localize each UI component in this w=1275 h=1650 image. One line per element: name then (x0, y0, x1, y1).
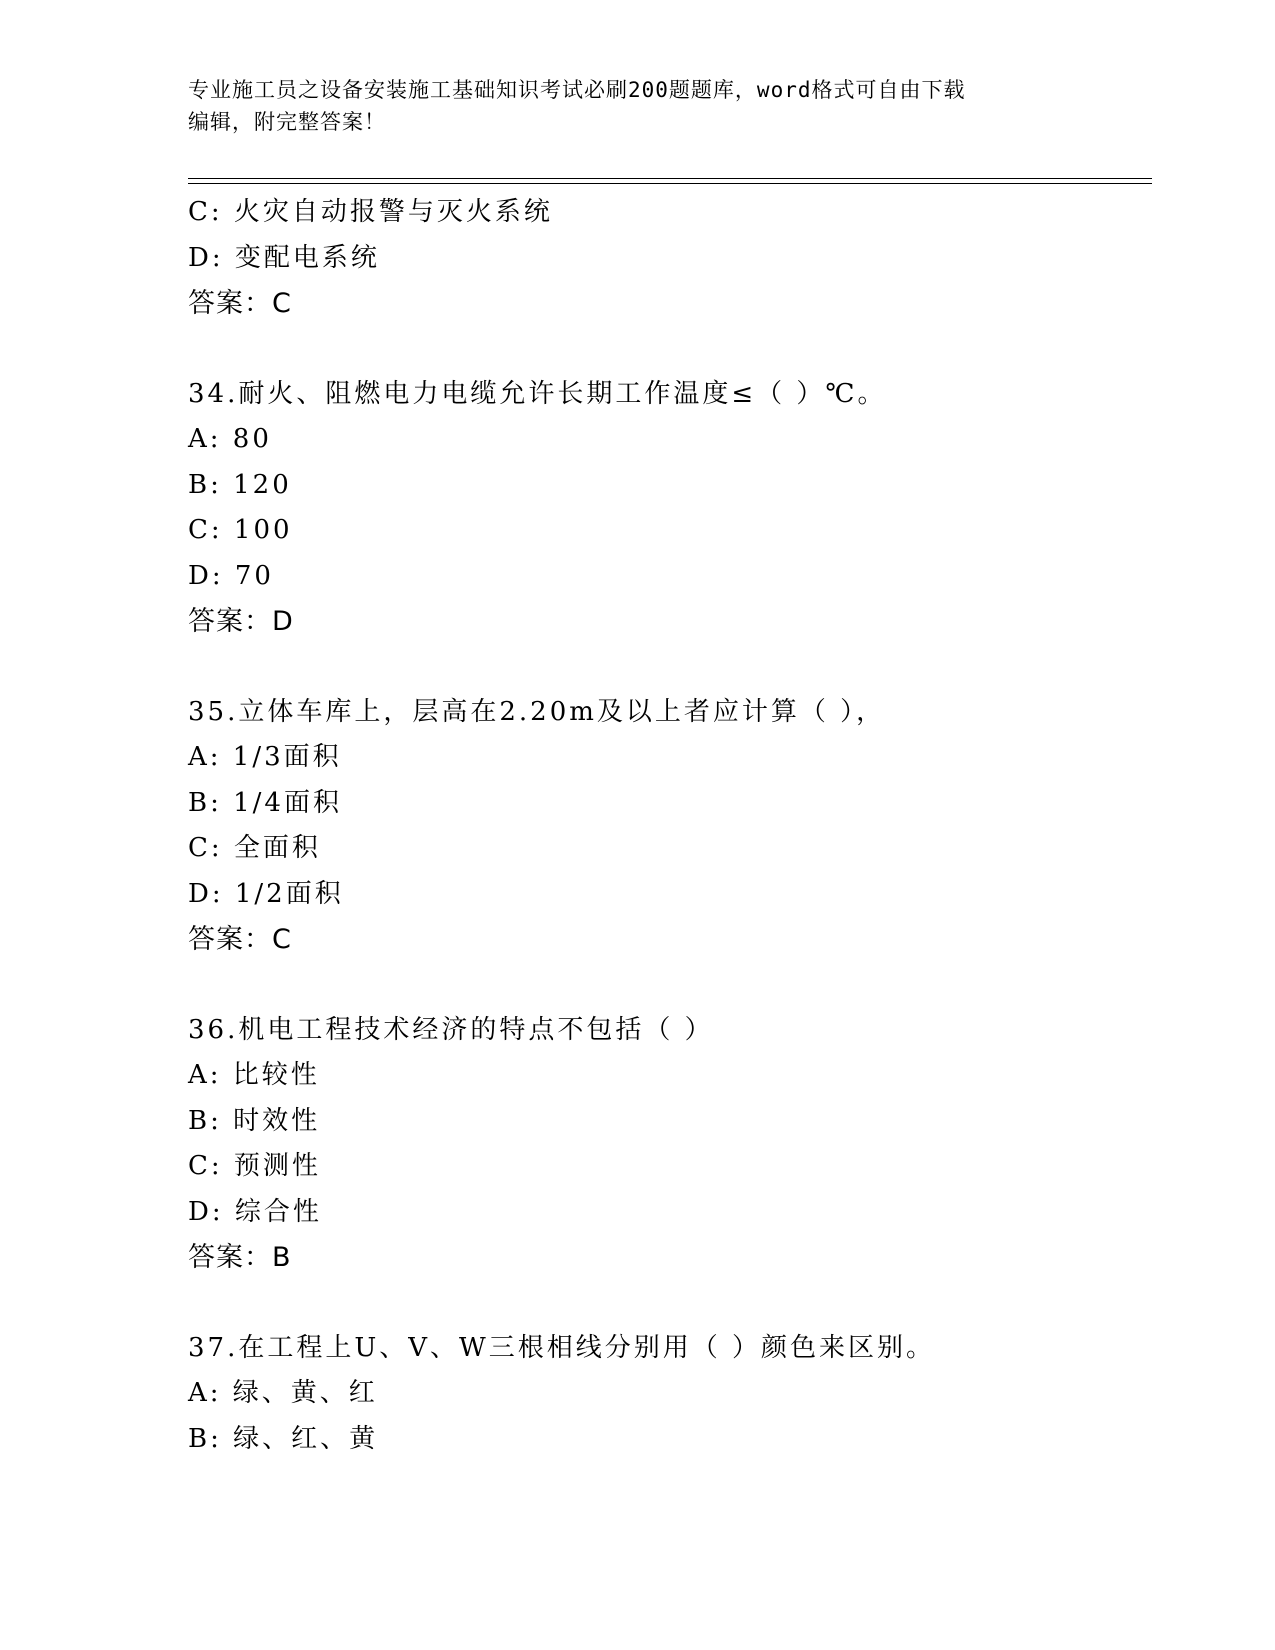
option-d: D: 70 (188, 560, 274, 591)
question-34 (188, 372, 1152, 645)
option-b: B: 1/4面积 (188, 787, 342, 818)
header-title-line-1: 专业施工员之设备安装施工基础知识考试必刷200题题库，word格式可自由下载 (188, 78, 966, 102)
option-a: A: 80 (188, 424, 272, 454)
question-stem: 34.耐火、阻燃电力电缆允许长期工作温度≤（ ）℃。 (188, 378, 887, 409)
document-header (188, 74, 1088, 138)
answer-line: 答案：C (188, 288, 292, 319)
header-divider-bottom (188, 183, 1152, 184)
answer-line: 答案：C (188, 924, 292, 955)
option-d: D: 1/2面积 (188, 878, 344, 909)
spacer (188, 327, 1152, 372)
header-divider-top (188, 178, 1152, 179)
option-b: B: 绿、红、黄 (188, 1423, 379, 1454)
question-stem: 36.机电工程技术经济的特点不包括（ ） (188, 1014, 714, 1045)
option-c: C: 全面积 (188, 833, 321, 863)
option-c: C: 火灾自动报警与灭火系统 (188, 197, 553, 227)
header-title-line-2: 编辑，附完整答案！ (188, 110, 386, 134)
question-list (188, 190, 1152, 1462)
option-c: C: 预测性 (188, 1151, 321, 1181)
question-37 (188, 1326, 1152, 1463)
spacer (188, 1281, 1152, 1326)
option-c: C: 100 (188, 515, 293, 545)
option-a: A: 比较性 (188, 1060, 320, 1090)
question-35 (188, 690, 1152, 963)
answer-line: 答案：D (188, 606, 294, 637)
spacer (188, 645, 1152, 690)
option-a: A: 绿、黄、红 (188, 1378, 378, 1408)
question-stem: 35.立体车库上，层高在2.20m及以上者应计算（ ）， (188, 696, 886, 727)
spacer (188, 963, 1152, 1008)
question-stem: 37.在工程上U、V、W三根相线分别用（ ）颜色来区别。 (188, 1332, 936, 1363)
option-b: B: 时效性 (188, 1105, 321, 1136)
question-33-continued (188, 190, 1152, 327)
option-d: D: 综合性 (188, 1196, 322, 1227)
option-a: A: 1/3面积 (188, 742, 342, 772)
option-b: B: 120 (188, 469, 292, 500)
question-36 (188, 1008, 1152, 1281)
option-d: D: 变配电系统 (188, 242, 380, 273)
answer-line: 答案：B (188, 1242, 292, 1273)
